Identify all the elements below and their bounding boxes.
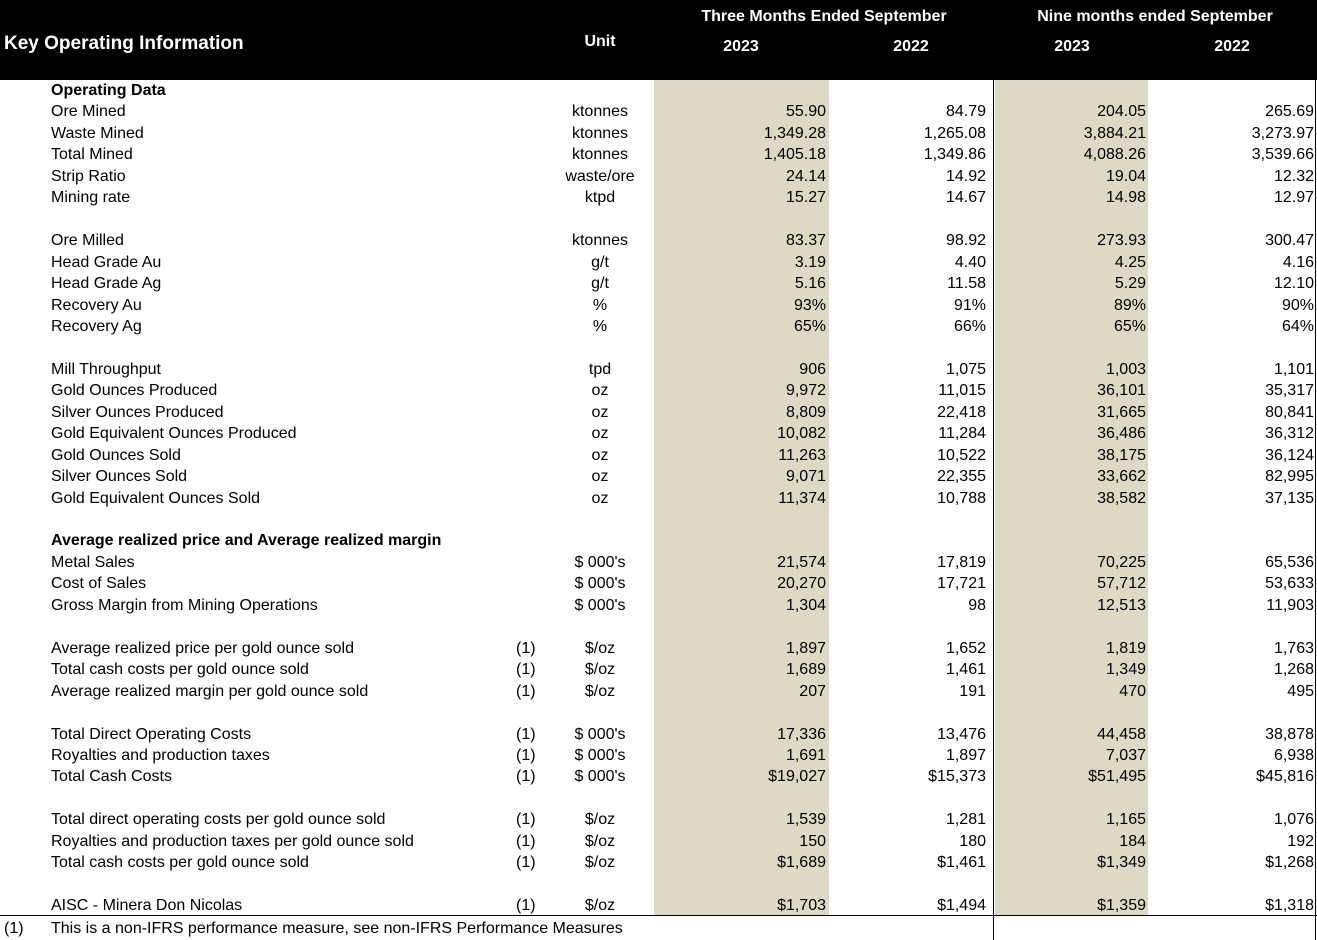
value-cell: 33,662 [1097,468,1146,486]
row-label: Gold Ounces Produced [51,382,218,400]
table-row [0,831,1317,852]
row-unit: oz [591,468,609,486]
year-header-9m-2023: 2023 [1054,38,1090,55]
value-cell: 1,304 [785,596,826,614]
row-label: Royalties and production taxes per gold ounce sold [51,832,414,850]
value-cell: 1,003 [1105,360,1146,378]
value-cell: 80,841 [1265,403,1314,421]
value-cell: 3,539.66 [1251,146,1314,164]
value-cell: 3,884.21 [1083,124,1146,142]
value-cell: 38,878 [1265,725,1314,743]
table-row [0,595,1317,616]
value-cell: 83.37 [785,232,826,250]
value-cell: $1,359 [1097,897,1146,915]
value-cell: 4.16 [1282,253,1314,271]
row-unit: oz [591,382,609,400]
table-header [0,0,1317,80]
value-cell: 204.05 [1097,103,1146,121]
value-cell: 24.14 [785,167,826,185]
value-cell: 12.97 [1273,189,1314,207]
row-label: Waste Mined [51,124,144,142]
value-cell: 31,665 [1097,403,1146,421]
value-cell: 38,175 [1097,446,1146,464]
value-cell: 11,263 [778,446,826,464]
value-cell: 1,268 [1273,661,1314,679]
table-row [0,852,1317,873]
table-row [0,488,1317,509]
row-unit: $/oz [584,832,616,850]
value-cell: $15,373 [928,768,986,786]
value-cell: 11,903 [1266,596,1314,614]
row-unit: % [592,317,608,335]
value-cell: 1,349.28 [763,124,826,142]
value-cell: 5.16 [794,275,826,293]
row-label: Gross Margin from Mining Operations [51,596,318,614]
value-cell: 10,522 [937,446,986,464]
value-cell: $1,318 [1265,897,1314,915]
value-cell: 7,037 [1105,746,1146,764]
table-row [0,316,1317,337]
value-cell: 192 [1287,832,1314,850]
table-row [0,659,1317,680]
table-row [0,230,1317,251]
row-unit: $/oz [584,682,616,700]
row-unit: $ 000's [574,746,626,764]
row-unit: ktonnes [571,124,629,142]
row-unit: tpd [588,360,612,378]
value-cell: 3.19 [794,253,826,271]
value-cell: $1,689 [777,854,826,872]
value-cell: 93% [793,296,826,314]
value-cell: 90% [1281,296,1314,314]
row-label: Gold Equivalent Ounces Produced [51,425,297,443]
footnote-ref: (1) [516,746,536,764]
value-cell: 4.25 [1114,253,1146,271]
value-cell: 180 [959,832,986,850]
row-label: Total Mined [51,146,133,164]
value-cell: 495 [1287,682,1314,700]
table-row [0,187,1317,208]
table-row [0,466,1317,487]
value-cell: 1,897 [785,639,826,657]
row-label: Ore Milled [51,232,124,250]
value-cell: $1,703 [777,897,826,915]
row-unit: $ 000's [574,596,626,614]
table-row [0,359,1317,380]
footnote-ref: (1) [516,832,536,850]
row-label: Silver Ounces Produced [51,403,224,421]
value-cell: 1,349 [1105,661,1146,679]
row-unit: oz [591,403,609,421]
value-cell: 17,721 [937,575,986,593]
row-unit: $/oz [584,639,616,657]
row-unit: $ 000's [574,725,626,743]
value-cell: 191 [959,682,986,700]
value-cell: 10,082 [777,425,826,443]
value-cell: 1,897 [945,746,986,764]
row-label: Recovery Au [51,296,142,314]
value-cell: 470 [1119,682,1146,700]
value-cell: $1,461 [937,854,986,872]
value-cell: 1,281 [945,811,986,829]
value-cell: 57,712 [1097,575,1146,593]
row-unit: ktonnes [571,232,629,250]
value-cell: 15.27 [785,189,826,207]
value-cell: 36,486 [1097,425,1146,443]
value-cell: 1,405.18 [763,146,826,164]
value-cell: 5.29 [1114,275,1146,293]
row-unit: $/oz [584,897,616,915]
row-label: Mill Throughput [51,360,161,378]
value-cell: 12,513 [1097,596,1146,614]
value-cell: 11,015 [938,382,986,400]
section-row [0,80,1317,101]
row-label: Total Cash Costs [51,768,172,786]
three-months-header: Three Months Ended September [701,8,947,25]
value-cell: 36,312 [1265,425,1314,443]
nine-months-header: Nine months ended September [1037,8,1273,25]
value-cell: 44,458 [1097,725,1146,743]
value-cell: 12.10 [1273,275,1314,293]
value-cell: 70,225 [1097,553,1146,571]
value-cell: 1,265.08 [923,124,986,142]
value-cell: 14.98 [1105,189,1146,207]
value-cell: 3,273.97 [1251,124,1314,142]
table-row [0,638,1317,659]
table-row [0,809,1317,830]
value-cell: 36,101 [1097,382,1146,400]
value-cell: 4,088.26 [1083,146,1146,164]
row-unit: ktonnes [571,103,629,121]
row-label: AISC - Minera Don Nicolas [51,897,243,915]
value-cell: 17,336 [777,725,826,743]
row-label: Head Grade Au [51,253,162,271]
value-cell: 300.47 [1265,232,1314,250]
table-row [0,252,1317,273]
value-cell: 150 [799,832,826,850]
section-heading: Average realized price and Average realized margin [51,532,442,550]
value-cell: $1,494 [937,897,986,915]
footnote-ref: (1) [516,854,536,872]
value-cell: 184 [1119,832,1146,850]
table-row [0,681,1317,702]
value-cell: 1,763 [1273,639,1314,657]
row-unit: $/oz [584,854,616,872]
row-unit: ktonnes [571,146,629,164]
value-cell: 89% [1113,296,1146,314]
row-label: Silver Ounces Sold [51,468,188,486]
value-cell: 38,582 [1097,489,1146,507]
value-cell: $51,495 [1088,768,1146,786]
value-cell: 12.32 [1273,167,1314,185]
value-cell: 9,972 [785,382,826,400]
value-cell: 17,819 [937,553,986,571]
section-heading: Operating Data [51,82,166,99]
value-cell: $19,027 [768,768,826,786]
value-cell: 8,809 [785,403,826,421]
row-unit: waste/ore [565,167,635,185]
value-cell: 1,075 [945,360,986,378]
footnote-ref: (1) [516,661,536,679]
value-cell: 84.79 [945,103,986,121]
table-row [0,724,1317,745]
table-row [0,423,1317,444]
table-row [0,552,1317,573]
value-cell: 1,461 [945,661,986,679]
row-label: Total cash costs per gold ounce sold [51,854,309,872]
value-cell: 66% [953,317,986,335]
value-cell: 4.40 [954,253,986,271]
row-unit: ktpd [584,189,616,207]
value-cell: 22,355 [937,468,986,486]
row-label: Metal Sales [51,553,135,571]
value-cell: 10,788 [937,489,986,507]
table-row [0,166,1317,187]
row-label: Gold Equivalent Ounces Sold [51,489,261,507]
value-cell: 98 [968,596,986,614]
value-cell: 19.04 [1105,167,1146,185]
year-header-q-2023: 2023 [723,38,759,55]
row-label: Average realized price per gold ounce sold [51,639,355,657]
value-cell: 35,317 [1265,382,1314,400]
footnote-text: This is a non-IFRS performance measure, see non-IFRS Performance Measures [51,920,623,937]
table-row [0,766,1317,787]
row-label: Average realized margin per gold ounce sold [51,682,369,700]
row-unit: oz [591,489,609,507]
row-label: Total cash costs per gold ounce sold [51,661,309,679]
value-cell: 1,819 [1105,639,1146,657]
value-cell: 13,476 [937,725,986,743]
row-unit: $ 000's [574,553,626,571]
table-row [0,895,1317,916]
value-cell: 37,135 [1265,489,1314,507]
row-label: Gold Ounces Sold [51,446,181,464]
row-label: Mining rate [51,189,131,207]
value-cell: 98.92 [945,232,986,250]
footnote-ref: (1) [516,682,536,700]
value-cell: 1,652 [945,639,986,657]
footnote-ref: (1) [516,811,536,829]
row-label: Cost of Sales [51,575,147,593]
value-cell: 273.93 [1097,232,1146,250]
row-label: Head Grade Ag [51,275,162,293]
value-cell: $45,816 [1256,768,1314,786]
value-cell: 14.67 [945,189,986,207]
value-cell: 1,076 [1273,811,1314,829]
row-unit: $/oz [584,661,616,679]
row-label: Total Direct Operating Costs [51,725,252,743]
value-cell: 14.92 [945,167,986,185]
value-cell: 1,689 [785,661,826,679]
row-label: Royalties and production taxes [51,746,270,764]
value-cell: 65% [1113,317,1146,335]
value-cell: 65% [793,317,826,335]
value-cell: 91% [953,296,986,314]
table-row [0,101,1317,122]
footnote-ref: (1) [516,725,536,743]
table-row [0,295,1317,316]
row-label: Strip Ratio [51,167,126,185]
table-row [0,445,1317,466]
value-cell: 53,633 [1265,575,1314,593]
row-unit: g/t [591,275,609,293]
value-cell: $1,268 [1265,854,1314,872]
row-unit: g/t [591,253,609,271]
row-label: Recovery Ag [51,317,142,335]
table-title: Key Operating Information [4,33,244,54]
table-row [0,745,1317,766]
row-label: Ore Mined [51,103,126,121]
row-unit: oz [591,446,609,464]
value-cell: 64% [1281,317,1314,335]
row-unit: $/oz [584,811,616,829]
value-cell: 1,349.86 [923,146,986,164]
value-cell: 1,165 [1105,811,1146,829]
unit-column-header: Unit [584,33,616,50]
value-cell: 65,536 [1265,553,1314,571]
value-cell: 11.58 [947,275,986,293]
row-unit: oz [591,425,609,443]
value-cell: 906 [799,360,826,378]
footnote-ref: (1) [516,897,536,915]
table-row [0,380,1317,401]
table-row [0,144,1317,165]
footnote-marker: (1) [4,920,24,937]
value-cell: 1,691 [785,746,826,764]
value-cell: 265.69 [1265,103,1314,121]
footnote-ref: (1) [516,768,536,786]
value-cell: 1,101 [1273,360,1314,378]
value-cell: 82,995 [1265,468,1314,486]
value-cell: 11,284 [938,425,986,443]
value-cell: 21,574 [777,553,826,571]
value-cell: 22,418 [937,403,986,421]
section-row [0,530,1317,551]
year-header-q-2022: 2022 [893,38,929,55]
value-cell: 11,374 [778,489,826,507]
table-row [0,573,1317,594]
year-header-9m-2022: 2022 [1214,38,1250,55]
table-row [0,123,1317,144]
value-cell: 207 [799,682,826,700]
value-cell: $1,349 [1097,854,1146,872]
value-cell: 1,539 [785,811,826,829]
value-cell: 20,270 [777,575,826,593]
table-row [0,273,1317,294]
row-unit: % [592,296,608,314]
value-cell: 36,124 [1265,446,1314,464]
row-unit: $ 000's [574,575,626,593]
row-label: Total direct operating costs per gold ounce sold [51,811,386,829]
value-cell: 6,938 [1273,746,1314,764]
value-cell: 55.90 [785,103,826,121]
row-unit: $ 000's [574,768,626,786]
footnote-ref: (1) [516,639,536,657]
value-cell: 9,071 [785,468,826,486]
table-row [0,402,1317,423]
